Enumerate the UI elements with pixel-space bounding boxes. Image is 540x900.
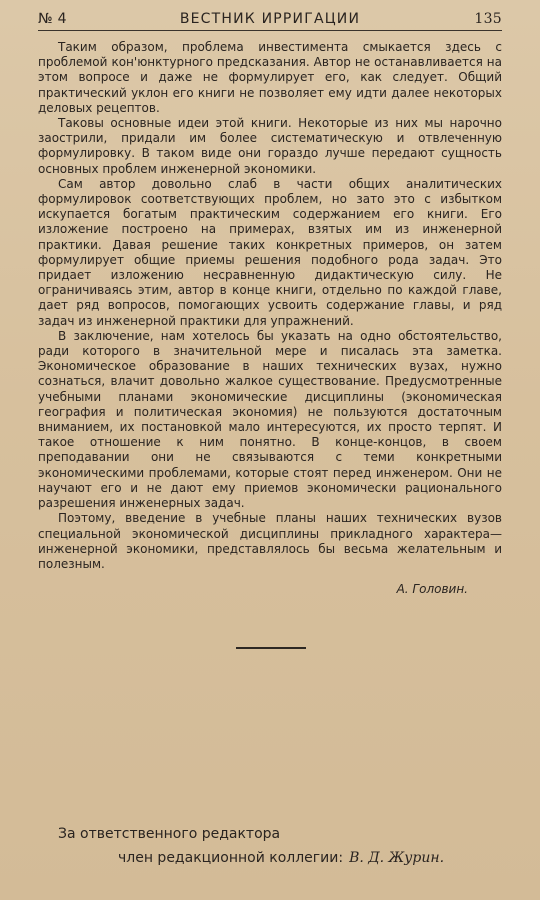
page-number: 135 — [474, 11, 502, 27]
footer-role: член редакционной коллегии: — [118, 850, 344, 866]
paragraph: Поэтому, введение в учебные планы наших технических вузов специальной экономической дисциплины прикладного характера—инженерной экономики, представлялось бы весьма желательным и полезным. — [38, 511, 502, 571]
page-header — [38, 8, 502, 31]
editorial-footer — [58, 822, 500, 870]
paragraph: Таковы основные идеи этой книги. Некоторые из них мы нарочно заострили, придали им более систематическую и отвлеченную формулировку. В таком виде они гораздо лучше передают сущность основных проблем инженерной экономики. — [38, 116, 502, 176]
footer-line-1: За ответственного редактора — [58, 826, 281, 842]
section-divider — [236, 647, 306, 649]
paragraph: Сам автор довольно слаб в части общих аналитических формулировок соответствующих проблем, но зато это с избытком искупается богатым практическим содержанием его книги. Его изложение построено на примерах, взятых им из инженерной практики. Давая решение таких конкретных примеров, он затем формулирует общие приемы решения подобного рода задач. Это придает изложению несравненную дидактическую силу. Не ограничиваясь этим, автор в конце книги, отдельно по каждой главе, дает ряд вопросов, помогающих усвоить содержание главы, и ряд задач из инженерной практики для упражнений. — [38, 176, 502, 328]
issue-number: № 4 — [38, 11, 67, 27]
article-body — [38, 40, 502, 597]
footer-line-2 — [58, 846, 500, 870]
editor-name: В. Д. Журин. — [349, 850, 445, 866]
author-signature: А. Головин. — [396, 582, 468, 597]
paragraph: В заключение, нам хотелось бы указать на одно обстоятельство, ради которого в значительной мере и писалась эта заметка. Экономическое образование в наших технических вузах, нужно сознаться, влачит довольно жалкое существование. Предусмотренные учебными планами экономические дисциплины (экономическая география и политическая экономия) не пользуются достаточным вниманием, их постановкой мало интересуются, их просто терпят. И такое отношение к ним понятно. В конце-концов, в своем преподавании они не связываются с теми конкретными экономическими проблемами, которые стоят перед инженером. Они не научают его и не дают ему приемов экономически рационального разрешения инженерных задач. — [38, 328, 502, 511]
paragraph: Таким образом, проблема инвестимента смыкается здесь с проблемой кон'юнктурного предсказания. Автор не останавливается на этом вопросе и даже не формулирует его, как следует. Общий практический уклон его книги не позволяет ему идти далее некоторых деловых рецептов. — [38, 40, 502, 115]
journal-title: ВЕСТНИК ИРРИГАЦИИ — [179, 11, 361, 27]
